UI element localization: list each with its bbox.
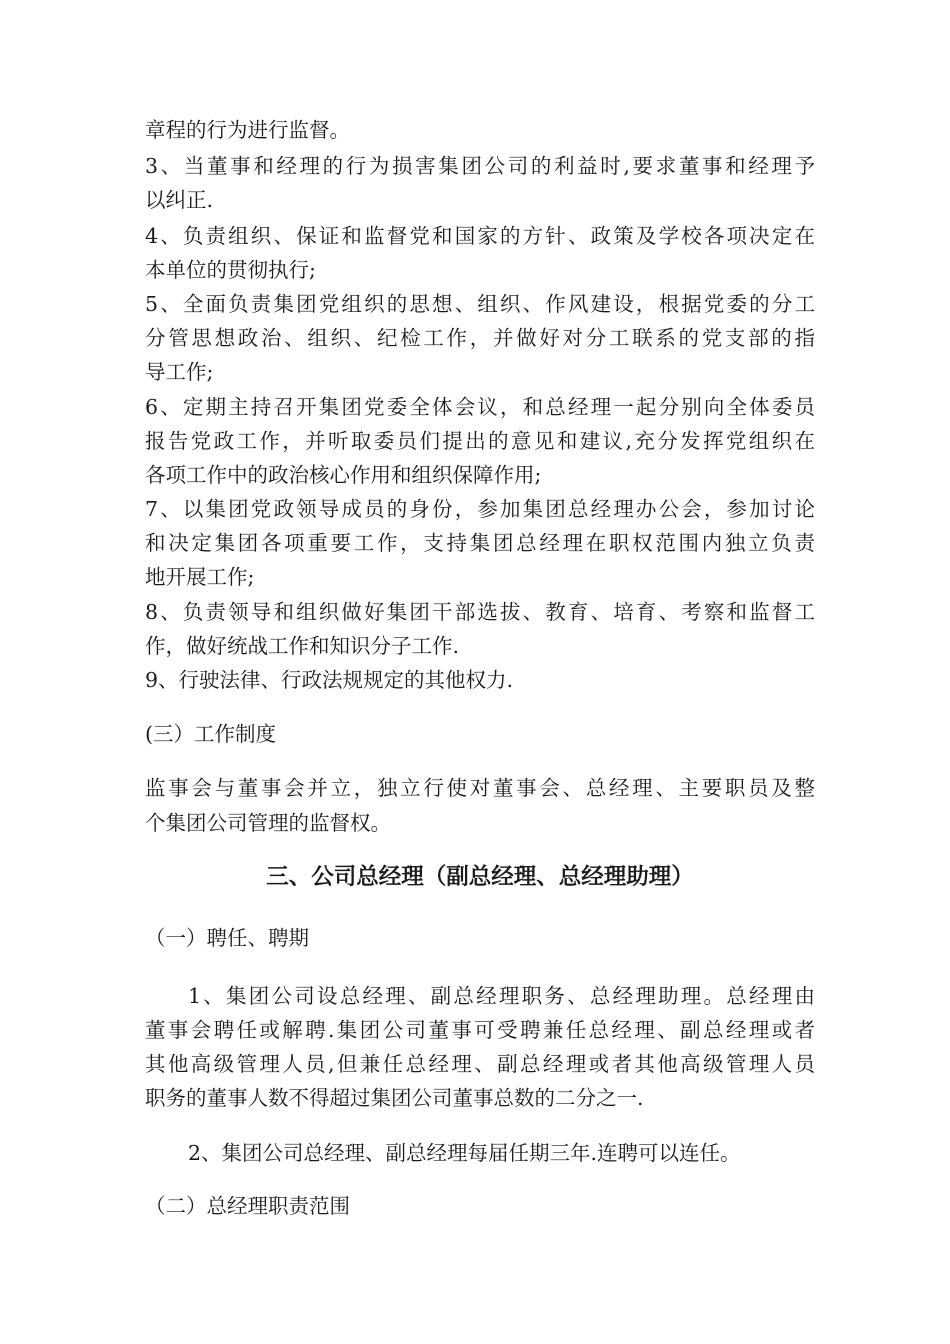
section-heading: 三、公司总经理（副总经理、总经理助理）: [266, 864, 694, 890]
text-line: 职务的董事人数不得超过集团公司董事总数的二分之一.: [145, 1086, 644, 1110]
subsection-heading: (三）工作制度: [145, 722, 276, 746]
text-line: 个集团公司管理的监督权。: [145, 811, 391, 835]
text-line: 分管思想政治、组织、纪检工作，并做好对分工联系的党支部的指: [145, 326, 815, 350]
paragraph: 监事会与董事会并立，独立行使对董事会、总经理、主要职员及整: [145, 776, 815, 800]
list-item-9: 9、行驶法律、行政法规规定的其他权力.: [145, 668, 514, 692]
list-item-8: 8、负责领导和组织做好集团干部选拔、教育、培育、考察和监督工: [145, 600, 815, 624]
list-item-7: 7、以集团党政领导成员的身份，参加集团总经理办公会，参加讨论: [145, 497, 815, 521]
subsection-heading: （一）聘任、聘期: [145, 926, 309, 950]
text-line: 章程的行为进行监督。: [145, 118, 350, 142]
paragraph: 2、集团公司总经理、副总经理每届任期三年.连聘可以连任。: [188, 1141, 741, 1165]
text-line: 董事会聘任或解聘.集团公司董事可受聘兼任总经理、副总经理或者: [145, 1018, 815, 1042]
list-item-6: 6、定期主持召开集团党委全体会议，和总经理一起分别向全体委员: [145, 395, 815, 419]
text-line: 本单位的贯彻执行;: [145, 258, 316, 282]
text-line: 报告党政工作，并听取委员们提出的意见和建议,充分发挥党组织在: [145, 429, 815, 453]
text-line: 其他高级管理人员,但兼任总经理、副总经理或者其他高级管理人员: [145, 1052, 815, 1076]
list-item-4: 4、负责组织、保证和监督党和国家的方针、政策及学校各项决定在: [145, 224, 815, 248]
list-item-5: 5、全面负责集团党组织的思想、组织、作风建设，根据党委的分工: [145, 292, 815, 316]
subsection-heading: （二）总经理职责范围: [145, 1194, 350, 1218]
text-line: 和决定集团各项重要工作，支持集团总经理在职权范围内独立负责: [145, 531, 815, 555]
list-item-3: 3、当董事和经理的行为损害集团公司的利益时,要求董事和经理予: [145, 154, 815, 178]
text-line: 各项工作中的政治核心作用和组织保障作用;: [145, 463, 542, 487]
text-line: 地开展工作;: [145, 565, 255, 589]
text-line: 作，做好统战工作和知识分子工作.: [145, 634, 460, 658]
paragraph: 1、集团公司设总经理、副总经理职务、总经理助理。总经理由: [188, 984, 815, 1008]
text-line: 导工作;: [145, 360, 214, 384]
text-line: 以纠正.: [145, 188, 214, 212]
